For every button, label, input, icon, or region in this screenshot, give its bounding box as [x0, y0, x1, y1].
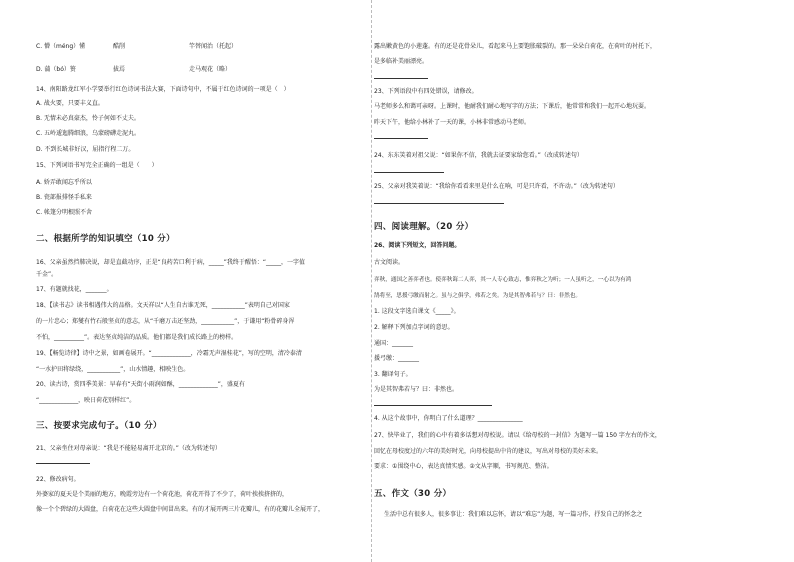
question-14: 14、南阳路龙红军小学要举行红色诗词书法大赛，下面诗句中，不属于红色诗词的一项是（ ） [36, 86, 290, 93]
question-27-requirements: 要求：①围绕中心，表达真情实感。②文从字顺，书写规范、整洁。 [374, 463, 553, 470]
question-20-cont: “_____________，映日荷花别样红”。 [36, 397, 136, 404]
q23-passage-line2: 昨天下午，他给小林补了一天的课，小林非常感动马老师。 [374, 119, 531, 126]
q14-option-b: B. 无情未必真豪杰，怜子何如不丈夫。 [36, 115, 140, 122]
column-divider [371, 0, 372, 562]
ancient-text-line1: 弈秋，通国之善弈者也。使弈秋诲二人弈，其一人专心致志，惟弈秋之为听；一人虽听之，一心以为有鸿 [374, 277, 632, 283]
q14-option-a: A. 战火要，只要丰义直。 [36, 100, 104, 107]
q15-option-c: C. 帐篷分明根照不舍 [36, 209, 93, 216]
essay-prompt: 生活中总有很多人，很多事让：我们难以忘怀，请以“难忘”为题，写一篇习作，抒发自己的怀念之 [384, 511, 643, 518]
sub-question-3: 3. 翻译句子。 [374, 371, 412, 378]
answer-line-s3[interactable] [374, 405, 492, 406]
sub-question-2b: 援弓缴：_______ [374, 355, 420, 362]
q15-option-a: A. 娇弄敢闻忘乎所以 [36, 179, 92, 186]
section-3-heading: 三、按要求完成句子。（10 分） [36, 421, 162, 431]
question-23: 23、下列语段中有四处错误，请修改。 [374, 88, 478, 95]
option-c-label: C. 懵（méng）懂 [36, 43, 86, 50]
answer-line-24[interactable] [374, 172, 444, 173]
option-c-word2: 酷削 [113, 43, 126, 50]
sub-question-2a: 通国：_______ [374, 340, 414, 347]
question-19-cont: “一水护田将绿绕，___________”，山水情趣，相映生色。 [36, 366, 190, 373]
answer-line-22[interactable] [374, 78, 428, 79]
question-21: 21、父亲坐住对母亲说：“我是不能轻易离开北京的。”（改为转述句） [36, 445, 221, 452]
q14-option-c: C. 五岭逶迤腾细浪，乌蒙磅礴走泥丸。 [36, 130, 141, 137]
option-d-label: D. 蒲（bó）篑 [36, 66, 76, 73]
question-27-cont: 回忆在母校度过的六年的美好时光，向母校提出中肯的建议，写出对母校的美好未来。 [374, 448, 603, 455]
question-24: 24、东东笑着对祖父说：“如果你不信，我就去证要家给您看。”（改成转述句） [374, 152, 583, 159]
question-18-cont2: 不怕，__________”。表达坚贞纯洁的品质。他们都是我们成长路上的榜样。 [36, 334, 238, 341]
question-16: 16、父亲虽然挡肺决说，却是直截功序，正是“良药苦口利于病，_____”我终于醒悟：“_____，一字值 [36, 259, 305, 266]
question-17: 17、有题就找花，_______。 [36, 286, 113, 293]
sub-question-4: 4. 从这个故事中，你明白了什么道理？_______________ [374, 415, 523, 422]
sub-question-3-sentence: 为是其智弗若与？曰：非然也。 [374, 386, 459, 393]
option-c-word3: 竿替闻治（托起） [189, 43, 238, 50]
question-18-cont: 的一片忠心；郑燮有竹石般坚贞的意志，从“千磨万击还坚劲，___________”，于谦用“粉骨碎身浑 [36, 318, 295, 325]
sub-question-2: 2. 解释下列加点字词的意思。 [374, 324, 454, 331]
option-d-word3: 走马观花（略） [189, 66, 232, 73]
section-5-heading: 五、作文（30 分） [374, 489, 452, 499]
question-25: 25、父亲对我笑着说：“我给你看看来里是什么在响，可是只许看，不许动。”（改为转述句） [374, 183, 619, 190]
q15-option-b: B. 瓷部报排怪手私来 [36, 194, 92, 201]
q22-passage-cont: 露出嫩黄色的小莲蓬。有的还是花骨朵儿，看起来马上要饱胀破裂的。那一朵朵白荷花，在荷叶的衬托下， [374, 43, 657, 50]
answer-line-21[interactable] [36, 463, 90, 464]
ancient-text-title: 古文阅读。 [374, 259, 405, 266]
question-19: 19、【畅览诗律】诗中之景，如画卷展开。“_____________，冷霜无声湿桂花”，写的空明，清冷泰清 [36, 350, 302, 357]
question-26: 26、阅读下列短文，回答问题。 [374, 242, 461, 249]
question-20: 20、读古诗，赏四季美景：早春有“天街小雨润如酥，_____________”，盛夏有 [36, 381, 245, 388]
section-2-heading: 二、根据所学的知识填空（10 分） [36, 234, 175, 244]
answer-line-23[interactable] [374, 138, 428, 139]
option-d-word2: 拔焉 [113, 66, 126, 73]
ancient-text-line2: 鹄将至，思援弓缴而射之。虽与之俱学，弗若之矣。为是其智弗若与？曰：非然也。 [374, 293, 581, 299]
question-27: 27、快毕业了，我们的心中有着多话想对母校说。请以《给母校的一封信》为题写一篇 150 字左右的作文， [374, 432, 661, 439]
section-4-heading: 四、阅读理解。（20 分） [374, 222, 474, 232]
q22-passage-cont2: 是多临补美丽漂亮。 [374, 58, 429, 65]
answer-line-25[interactable] [374, 203, 504, 204]
q23-passage-line1: 马老师多么和蔼可亲呀。上课时，他耐我们耐心地写字的方法；下课后，他常常和我们一起开心地玩耍。 [374, 103, 651, 110]
question-18: 18、【读书志》读书相遇伟大的品格。文天祥以“人生自古谁无死，___________”表明自己对国家 [36, 302, 290, 309]
sub-question-1: 1. 这段文字选自课文《_____》。 [374, 308, 460, 315]
q14-option-d: D. 不到长城非好汉，屈指行程二万。 [36, 146, 135, 153]
question-15: 15、下列词语书写完全正确的一组是（ ） [36, 162, 158, 169]
q22-passage-line1: 外婆家的夏天是个美丽的地方，晚霞旁边有一个荷花池，荷花开得了不少了，荷叶挨挨挤挤的， [36, 491, 289, 498]
question-16-cont: 千金”。 [36, 271, 58, 278]
q22-passage-line2: 像一个个碧绿的大圆盘，白荷花在这些大圆盘中间冒出来。有的才展开两三片花瓣儿，有的花瓣儿全展开了， [36, 506, 325, 513]
question-22: 22、修改病句。 [36, 476, 80, 483]
